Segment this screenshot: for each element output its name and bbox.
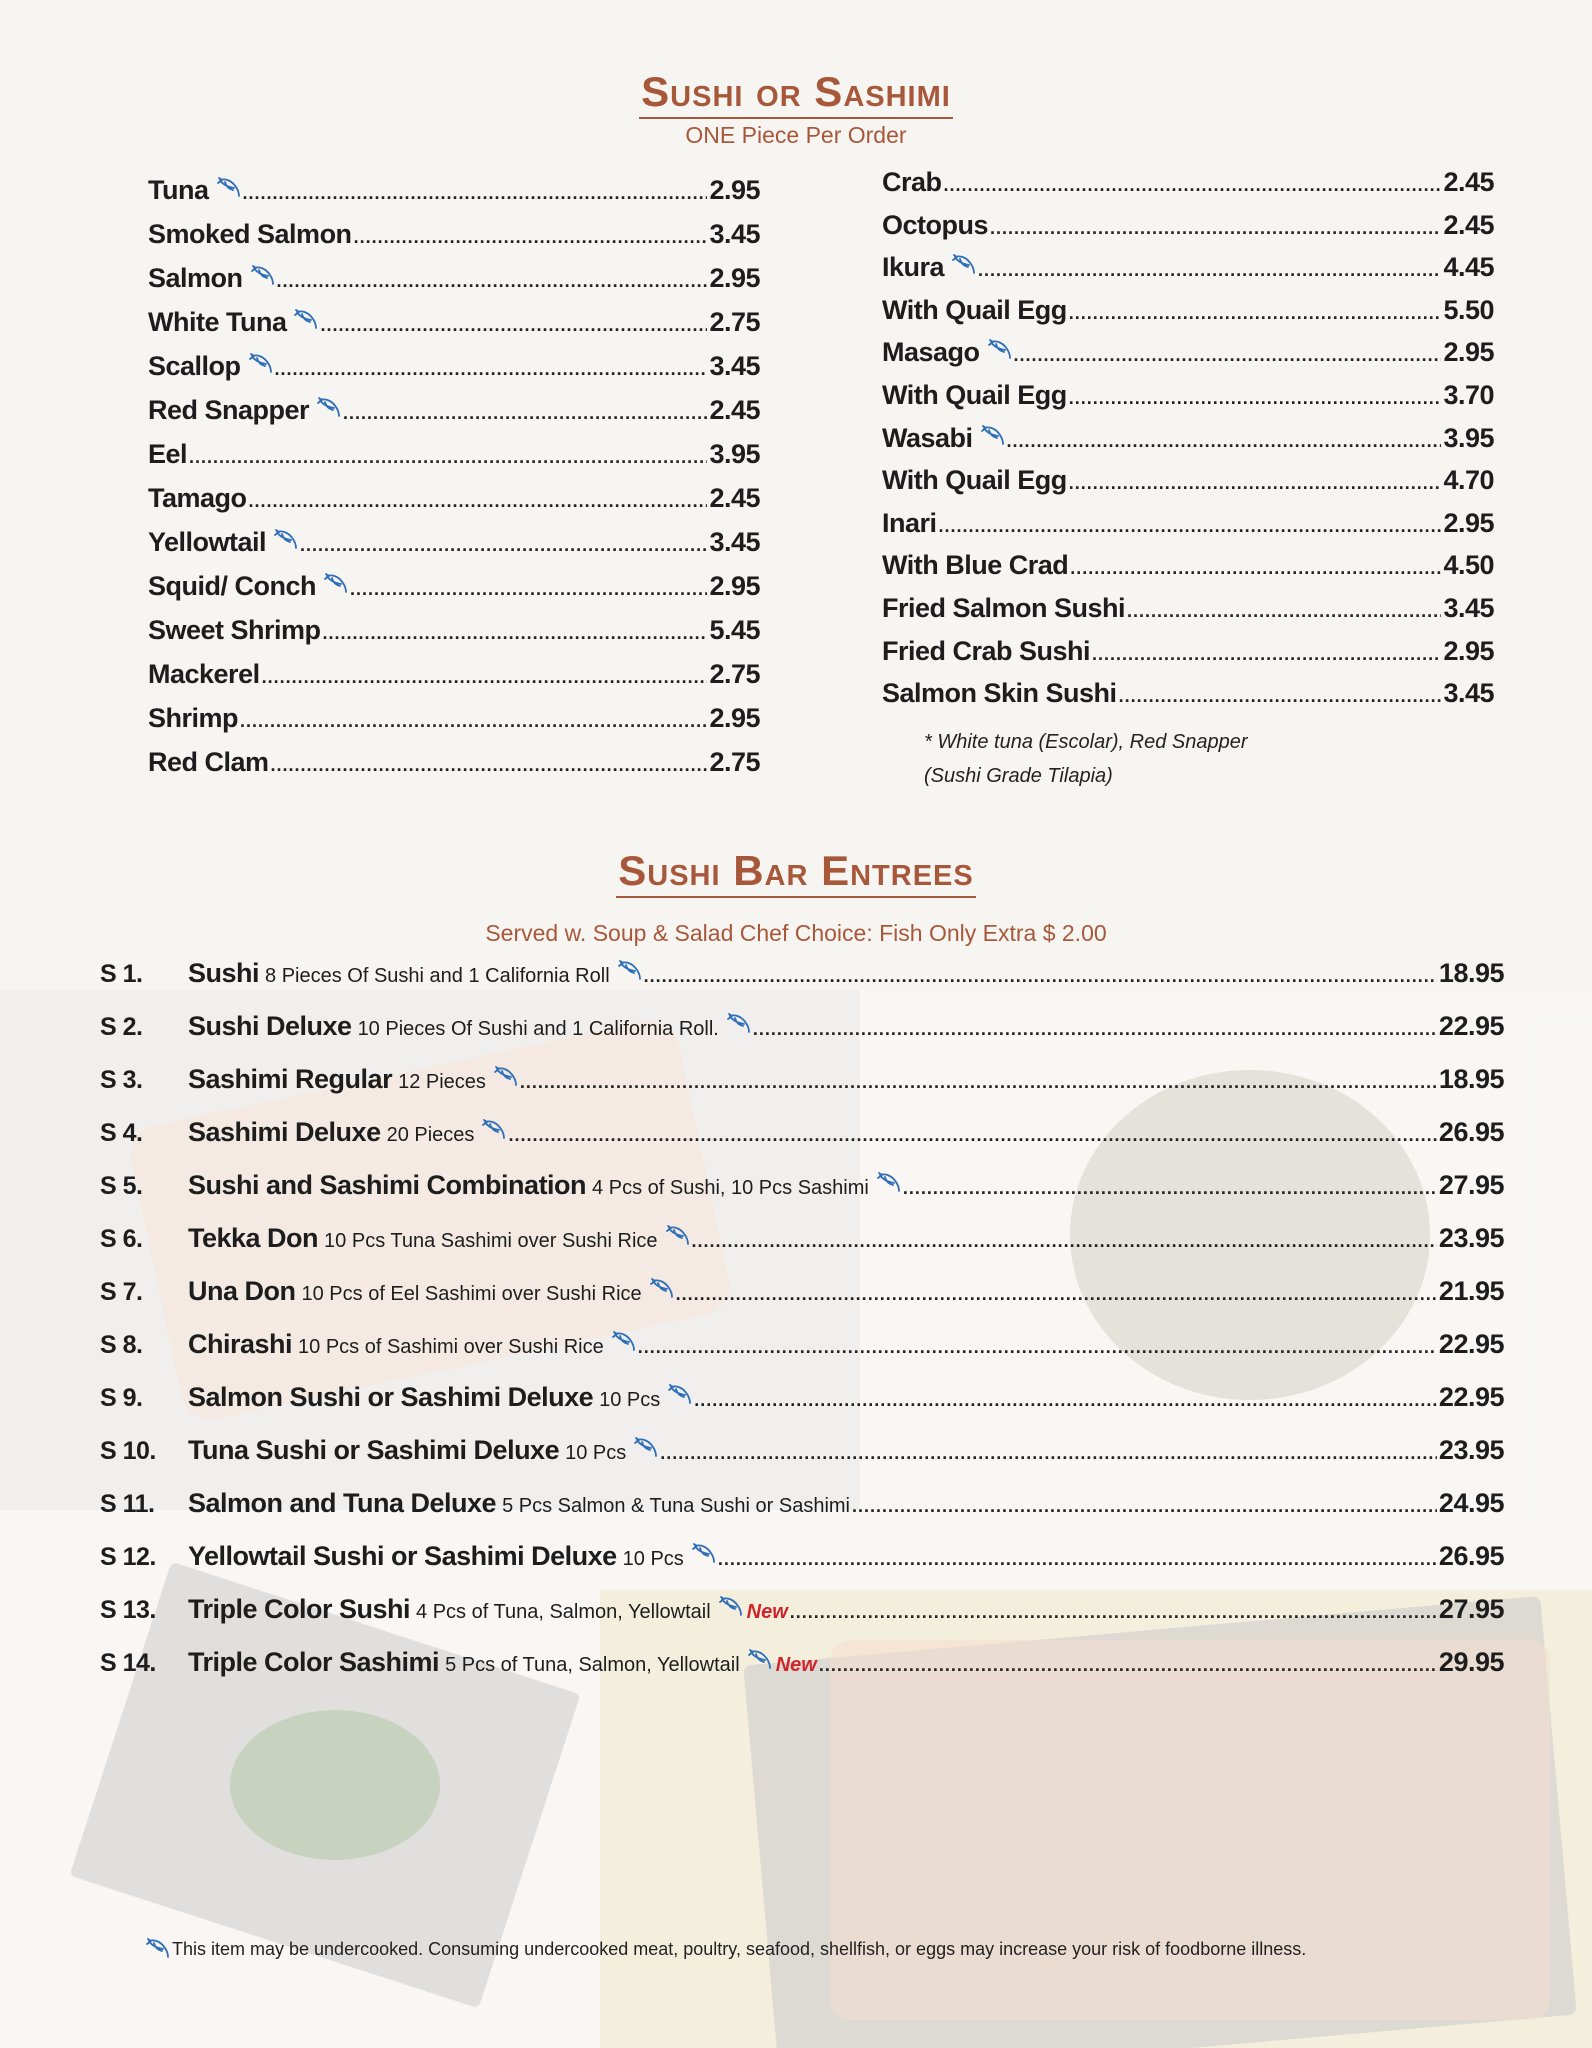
new-badge: New	[775, 1654, 817, 1676]
dot-leader	[1069, 388, 1442, 409]
menu-item	[148, 307, 760, 351]
entree-description: 10 Pcs	[599, 1389, 661, 1411]
item-price: 3.45	[709, 527, 760, 557]
entree-item	[100, 1382, 1504, 1435]
entree-item	[100, 1276, 1504, 1329]
raw-fish-icon	[217, 177, 241, 199]
entree-number: S 12.	[100, 1543, 156, 1571]
entree-number: S 8.	[100, 1331, 143, 1359]
item-price: 2.95	[1443, 507, 1494, 538]
item-price: 3.45	[1443, 592, 1494, 623]
dot-leader	[249, 491, 708, 512]
item-price: 2.95	[709, 571, 760, 601]
item-price: 2.45	[1443, 167, 1494, 197]
entree-item	[100, 1541, 1504, 1594]
item-price: 2.75	[709, 659, 760, 689]
entree-name: Tuna Sushi or Sashimi Deluxe	[188, 1435, 560, 1465]
entree-name: Tekka Don	[188, 1223, 319, 1253]
menu-item	[882, 508, 1494, 551]
raw-fish-icon	[727, 1013, 751, 1035]
entree-item	[100, 1435, 1504, 1488]
dot-leader	[852, 1496, 1437, 1517]
raw-fish-icon	[719, 1596, 743, 1618]
dot-leader	[350, 579, 707, 600]
entree-item	[100, 958, 1504, 1011]
item-price: 2.95	[1443, 337, 1494, 368]
entree-name: Sashimi Deluxe	[188, 1117, 381, 1147]
entree-name: Triple Color Sashimi	[188, 1647, 440, 1677]
item-name: Salmon	[148, 263, 243, 293]
entree-number: S 6.	[100, 1225, 143, 1253]
menu-item	[882, 210, 1494, 253]
dot-leader	[660, 1443, 1437, 1464]
sushi-note: (Sushi Grade Tilapia)	[924, 764, 1113, 787]
menu-item	[148, 263, 760, 307]
menu-item	[148, 483, 760, 527]
menu-item	[882, 252, 1494, 295]
item-name: Shrimp	[148, 703, 239, 733]
item-price: 3.95	[1443, 422, 1494, 453]
entree-description: 10 Pcs of Sashimi over Sushi Rice	[298, 1336, 604, 1358]
dot-leader	[644, 966, 1437, 987]
entree-price: 22.95	[1438, 1382, 1504, 1412]
entree-number: S 11.	[100, 1490, 155, 1518]
entrees-list	[100, 958, 1504, 1700]
entree-name: Sushi	[188, 958, 260, 988]
entree-number: S 13.	[100, 1596, 156, 1624]
item-price: 5.45	[709, 615, 760, 645]
item-price: 2.45	[709, 395, 760, 425]
entree-price: 26.95	[1438, 1117, 1504, 1147]
entree-price: 23.95	[1438, 1223, 1504, 1253]
entree-price: 21.95	[1438, 1276, 1504, 1306]
dot-leader	[718, 1549, 1437, 1570]
entree-description: 10 Pieces Of Sushi and 1 California Roll.	[357, 1018, 719, 1040]
sushi-list-right	[882, 167, 1494, 793]
dot-leader	[692, 1231, 1437, 1252]
entree-price: 22.95	[1438, 1011, 1504, 1041]
item-name: Wasabi	[882, 422, 973, 453]
entree-item	[100, 1488, 1504, 1541]
dot-leader	[1069, 473, 1442, 494]
dot-leader	[903, 1178, 1437, 1199]
item-name: With Quail Egg	[882, 465, 1067, 496]
item-name: Fried Crab Sushi	[882, 635, 1091, 666]
item-price: 4.70	[1443, 465, 1494, 496]
item-name: Squid/ Conch	[148, 571, 316, 601]
entrees-subtitle: Served w. Soup & Salad Chef Choice: Fish Only Extra $ 2.00	[485, 920, 1107, 946]
new-badge: New	[746, 1601, 788, 1623]
item-name: Tamago	[148, 483, 247, 513]
dot-leader	[262, 667, 708, 688]
dot-leader	[819, 1655, 1437, 1676]
dot-leader	[354, 227, 708, 248]
entree-description: 10 Pcs of Eel Sashimi over Sushi Rice	[301, 1283, 642, 1305]
dot-leader	[275, 359, 708, 380]
menu-item	[882, 678, 1494, 721]
dot-leader	[939, 516, 1442, 537]
dot-leader	[300, 535, 707, 556]
raw-fish-icon	[274, 529, 298, 551]
item-name: Inari	[882, 507, 937, 538]
menu-item	[148, 703, 760, 747]
entree-item	[100, 1170, 1504, 1223]
entree-name: Chirashi	[188, 1329, 293, 1359]
dot-leader	[243, 183, 708, 204]
raw-fish-icon	[668, 1384, 692, 1406]
sushi-sashimi-subtitle: ONE Piece Per Order	[685, 122, 907, 148]
entree-price: 18.95	[1438, 958, 1504, 988]
raw-fish-icon	[249, 353, 273, 375]
entree-description: 4 Pcs of Tuna, Salmon, Yellowtail	[416, 1601, 711, 1623]
item-name: Eel	[148, 439, 188, 469]
menu-item	[882, 636, 1494, 679]
item-name: White Tuna	[148, 307, 287, 337]
dot-leader	[944, 175, 1442, 196]
dot-leader	[323, 623, 708, 644]
item-name: With Quail Egg	[882, 294, 1067, 325]
menu-item	[882, 295, 1494, 338]
dot-leader	[1127, 601, 1441, 622]
entree-item	[100, 1329, 1504, 1382]
dot-leader	[1014, 345, 1442, 366]
dot-leader	[676, 1284, 1437, 1305]
entree-description: 5 Pcs Salmon & Tuna Sushi or Sashimi	[502, 1495, 851, 1517]
entree-price: 26.95	[1438, 1541, 1504, 1571]
entree-number: S 14.	[100, 1649, 156, 1677]
item-price: 2.75	[709, 307, 760, 337]
item-name: Mackerel	[148, 659, 260, 689]
menu-item	[882, 380, 1494, 423]
entree-name: Sashimi Regular	[188, 1064, 393, 1094]
item-price: 5.50	[1443, 294, 1494, 325]
dot-leader	[1119, 686, 1442, 707]
item-name: Fried Salmon Sushi	[882, 592, 1126, 623]
entree-description: 10 Pcs	[622, 1548, 684, 1570]
item-price: 3.45	[709, 351, 760, 381]
item-name: Ikura	[882, 252, 945, 283]
menu-item	[148, 571, 760, 615]
item-name: Smoked Salmon	[148, 219, 352, 249]
entree-item	[100, 1223, 1504, 1276]
entree-price: 22.95	[1438, 1329, 1504, 1359]
item-name: With Blue Crad	[882, 550, 1069, 581]
item-name: Red Clam	[148, 747, 269, 777]
raw-fish-icon	[981, 425, 1005, 447]
footer-disclaimer: This item may be undercooked. Consuming undercooked meat, poultry, seafood, shellfish, or eggs may increase your risk of foodborne illness.	[146, 1938, 1306, 1960]
raw-fish-icon	[494, 1066, 518, 1088]
entree-name: Una Don	[188, 1276, 296, 1306]
menu-item	[882, 167, 1494, 210]
dot-leader	[753, 1019, 1437, 1040]
item-name: Scallop	[148, 351, 241, 381]
item-price: 2.95	[709, 175, 760, 205]
entree-name: Triple Color Sushi	[188, 1594, 411, 1624]
dot-leader	[189, 447, 707, 468]
menu-item	[148, 659, 760, 703]
dot-leader	[990, 218, 1441, 239]
dot-leader	[694, 1390, 1437, 1411]
dot-leader	[1070, 558, 1441, 579]
entree-item	[100, 1117, 1504, 1170]
item-price: 4.45	[1443, 252, 1494, 283]
raw-fish-icon	[952, 254, 976, 276]
menu-item	[148, 175, 760, 219]
item-name: Masago	[882, 337, 980, 368]
raw-fish-icon	[877, 1172, 901, 1194]
entree-number: S 9.	[100, 1384, 143, 1412]
dot-leader	[277, 271, 708, 292]
item-price: 2.45	[1443, 209, 1494, 240]
entree-item	[100, 1594, 1504, 1647]
menu-item	[882, 550, 1494, 593]
entree-item	[100, 1647, 1504, 1700]
raw-fish-icon	[618, 960, 642, 982]
item-name: Sweet Shrimp	[148, 615, 321, 645]
entree-number: S 1.	[100, 960, 143, 988]
entree-price: 29.95	[1438, 1647, 1504, 1677]
item-name: With Quail Egg	[882, 379, 1067, 410]
entree-name: Sushi Deluxe	[188, 1011, 352, 1041]
dot-leader	[240, 711, 707, 732]
entree-price: 27.95	[1438, 1594, 1504, 1624]
dot-leader	[1069, 303, 1442, 324]
raw-fish-icon	[650, 1278, 674, 1300]
entree-price: 18.95	[1438, 1064, 1504, 1094]
dot-leader	[638, 1337, 1437, 1358]
dot-leader	[978, 260, 1441, 281]
item-price: 3.45	[1443, 678, 1494, 709]
item-price: 2.95	[1443, 635, 1494, 666]
item-price: 2.95	[709, 263, 760, 293]
raw-fish-icon	[666, 1225, 690, 1247]
entree-description: 5 Pcs of Tuna, Salmon, Yellowtail	[445, 1654, 740, 1676]
menu-item	[148, 219, 760, 263]
item-name: Red Snapper	[148, 395, 310, 425]
item-name: Crab	[882, 167, 942, 197]
sushi-sashimi-title: Sushi or Sashimi	[0, 68, 1592, 116]
entree-name: Yellowtail Sushi or Sashimi Deluxe	[188, 1541, 617, 1571]
dot-leader	[1007, 431, 1442, 452]
entree-number: S 10.	[100, 1437, 156, 1465]
entree-number: S 5.	[100, 1172, 143, 1200]
entrees-title: Sushi Bar Entrees	[0, 847, 1592, 895]
item-price: 3.45	[709, 219, 760, 249]
item-price: 2.45	[709, 483, 760, 513]
dot-leader	[508, 1125, 1436, 1146]
entree-name: Salmon Sushi or Sashimi Deluxe	[188, 1382, 594, 1412]
menu-item	[148, 351, 760, 395]
raw-fish-icon	[146, 1938, 170, 1960]
sushi-note: * White tuna (Escolar), Red Snapper	[924, 730, 1248, 753]
item-name: Yellowtail	[148, 527, 267, 557]
item-name: Octopus	[882, 209, 989, 240]
entree-name: Sushi and Sashimi Combination	[188, 1170, 587, 1200]
menu-item	[148, 439, 760, 483]
raw-fish-icon	[634, 1437, 658, 1459]
raw-fish-icon	[251, 265, 275, 287]
entree-description: 8 Pieces Of Sushi and 1 California Roll	[265, 965, 610, 987]
raw-fish-icon	[324, 573, 348, 595]
raw-fish-icon	[317, 397, 341, 419]
menu-item	[148, 395, 760, 439]
menu-item	[882, 423, 1494, 466]
entree-number: S 7.	[100, 1278, 143, 1306]
raw-fish-icon	[612, 1331, 636, 1353]
item-price: 2.75	[709, 747, 760, 777]
menu-item	[148, 747, 760, 791]
entree-description: 4 Pcs of Sushi, 10 Pcs Sashimi	[592, 1177, 869, 1199]
item-price: 3.95	[709, 439, 760, 469]
menu-item	[882, 593, 1494, 636]
entree-description: 20 Pieces	[386, 1124, 475, 1146]
raw-fish-icon	[482, 1119, 506, 1141]
raw-fish-icon	[692, 1543, 716, 1565]
menu-item	[148, 615, 760, 659]
raw-fish-icon	[988, 339, 1012, 361]
entree-description: 10 Pcs	[565, 1442, 627, 1464]
dot-leader	[271, 755, 708, 776]
entree-number: S 2.	[100, 1013, 143, 1041]
item-name: Salmon Skin Sushi	[882, 678, 1117, 709]
dot-leader	[1092, 644, 1441, 665]
raw-fish-icon	[748, 1649, 772, 1671]
menu-item	[882, 337, 1494, 380]
entree-description: 12 Pieces	[398, 1071, 486, 1093]
entree-number: S 3.	[100, 1066, 143, 1094]
sushi-list-left	[148, 175, 760, 791]
entree-price: 27.95	[1438, 1170, 1504, 1200]
dot-leader	[520, 1072, 1437, 1093]
item-name: Tuna	[148, 175, 209, 205]
entree-price: 24.95	[1438, 1488, 1504, 1518]
entree-item	[100, 1064, 1504, 1117]
dot-leader	[343, 403, 707, 424]
raw-fish-icon	[294, 309, 318, 331]
menu-item	[148, 527, 760, 571]
entree-item	[100, 1011, 1504, 1064]
item-price: 2.95	[709, 703, 760, 733]
item-price: 4.50	[1443, 550, 1494, 581]
menu-item	[882, 465, 1494, 508]
entree-price: 23.95	[1438, 1435, 1504, 1465]
entree-description: 10 Pcs Tuna Sashimi over Sushi Rice	[324, 1230, 658, 1252]
entree-name: Salmon and Tuna Deluxe	[188, 1488, 497, 1518]
entree-number: S 4.	[100, 1119, 143, 1147]
item-price: 3.70	[1443, 379, 1494, 410]
dot-leader	[320, 315, 707, 336]
dot-leader	[790, 1602, 1437, 1623]
